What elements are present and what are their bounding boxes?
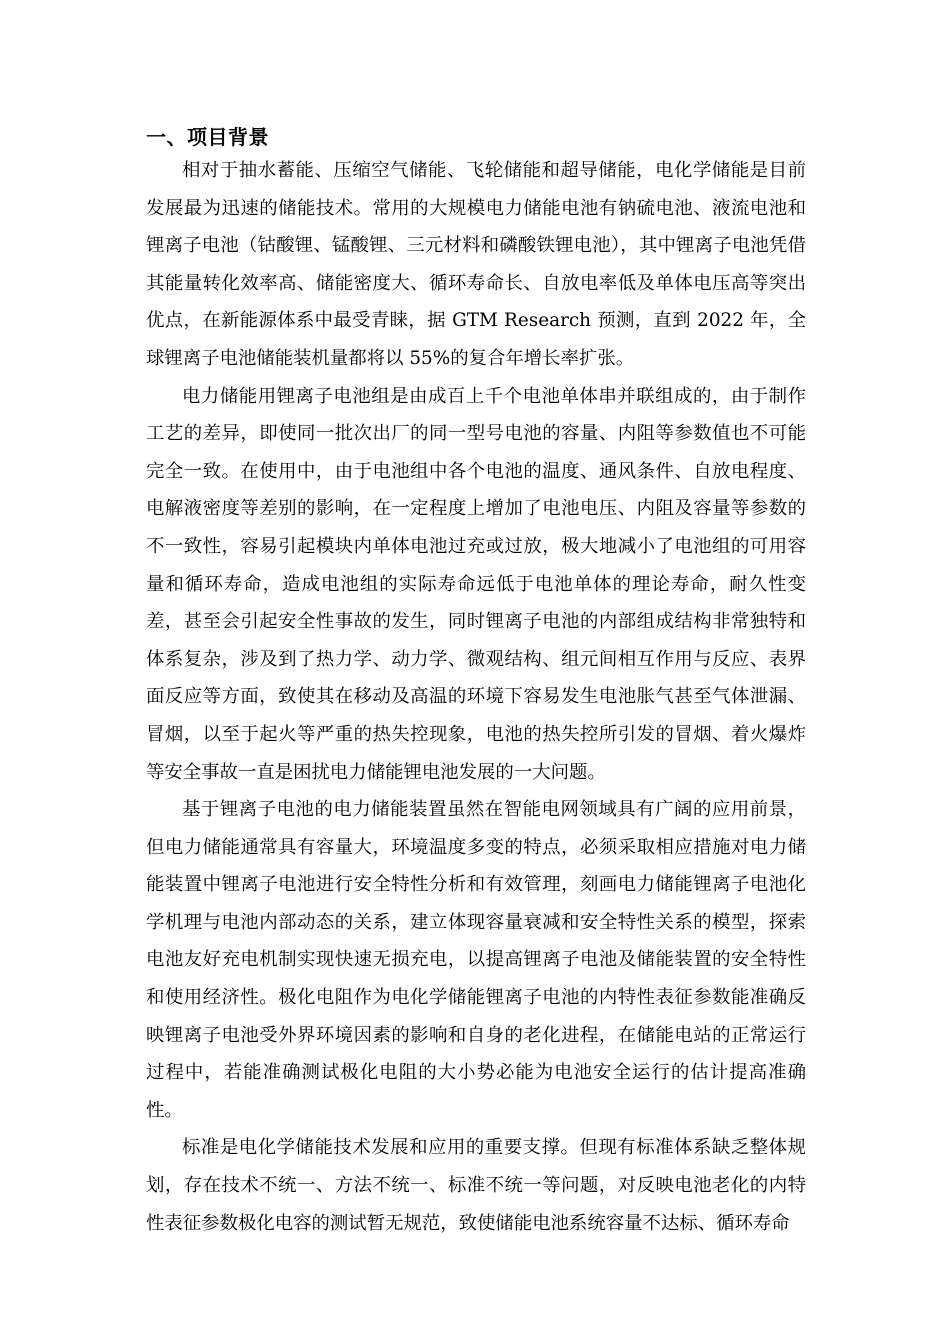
document-body [146,122,806,1242]
paragraph-4: 标准是电化学储能技术发展和应用的重要支撑。但现有标准体系缺乏整体规划，存在技术不统一、方法不统一、标准不统一等问题，对反映电池老化的内特性表征参数极化电容的测试暂无规范，致使储能电池系统容量不达标、循环寿命 [146,1137,806,1234]
paragraph-1: 相对于抽水蓄能、压缩空气储能、飞轮储能和超导储能，电化学储能是目前发展最为迅速的储能技术。常用的大规模电力储能电池有钠硫电池、液流电池和锂离子电池（钴酸锂、锰酸锂、三元材料和磷酸铁锂电池），其中锂离子电池凭借其能量转化效率高、储能密度大、循环寿命长、自放电率低及单体电压高等突出优点，在新能源体系中最受青睐，据 GTM Research 预测，直到 2022 年，全球锂离子电池储能装机量都将以 55%的复合年增长率扩张。 [146,160,806,369]
paragraph-2: 电力储能用锂离子电池组是由成百上千个电池单体串并联组成的，由于制作工艺的差异，即使同一批次出厂的同一型号电池的容量、内阻等参数值也不可能完全一致。在使用中，由于电池组中各个电池的温度、通风条件、自放电程度、电解液密度等差别的影响，在一定程度上增加了电池电压、内阻及容量等参数的不一致性，容易引起模块内单体电池过充或过放，极大地减小了电池组的可用容量和循环寿命，造成电池组的实际寿命远低于电池单体的理论寿命，耐久性变差，甚至会引起安全性事故的发生，同时锂离子电池的内部组成结构非常独特和体系复杂，涉及到了热力学、动力学、微观结构、组元间相互作用与反应、表界面反应等方面，致使其在移动及高温的环境下容易发生电池胀气甚至气体泄漏、冒烟，以至于起火等严重的热失控现象，电池的热失控所引发的冒烟、着火爆炸等安全事故一直是困扰电力储能锂电池发展的一大问题。 [146,385,806,783]
paragraph-3: 基于锂离子电池的电力储能装置虽然在智能电网领域具有广阔的应用前景，但电力储能通常具有容量大，环境温度多变的特点，必须采取相应措施对电力储能装置中锂离子电池进行安全特性分析和有效管理，刻画电力储能锂离子电池化学机理与电池内部动态的关系，建立体现容量衰减和安全特性关系的模型，探索电池友好充电机制实现快速无损充电，以提高锂离子电池及储能装置的安全特性和使用经济性。极化电阻作为电化学储能锂离子电池的内特性表征参数能准确反映锂离子电池受外界环境因素的影响和自身的老化进程，在储能电站的正常运行过程中，若能准确测试极化电阻的大小势必能为电池安全运行的估计提高准确性。 [146,799,806,1121]
section-heading: 一、项目背景 [146,125,269,149]
